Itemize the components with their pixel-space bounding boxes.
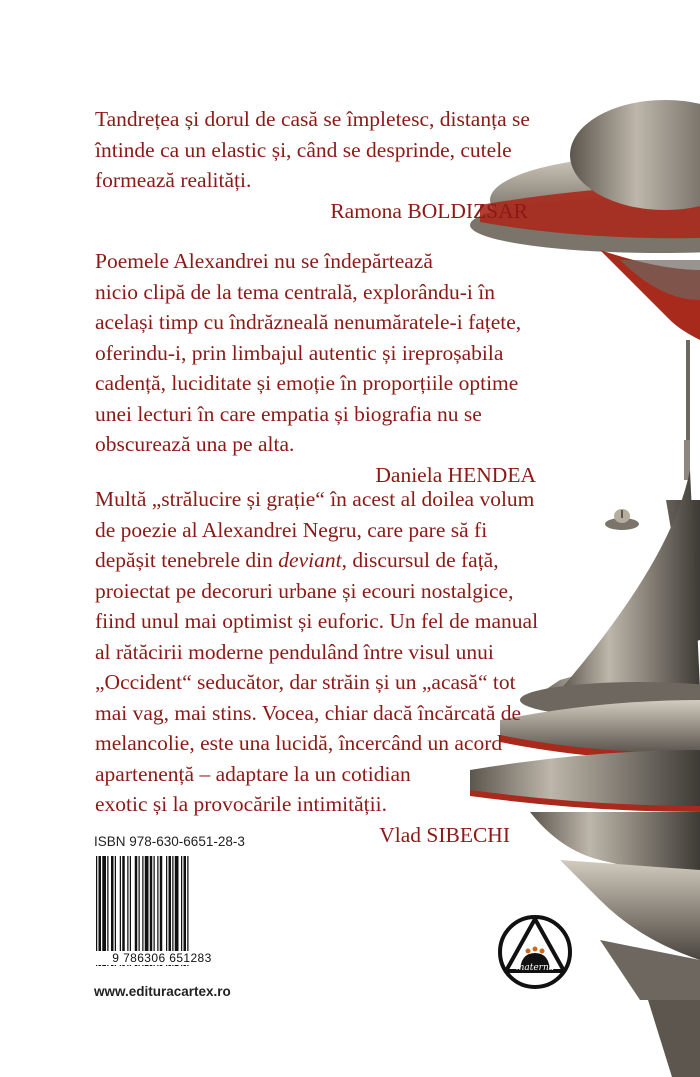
barcode-bar (115, 856, 116, 966)
quote-line: fiind unul mai optimist și euforic. Un fel de manual (95, 609, 539, 633)
barcode-bar (166, 856, 167, 966)
quote-line: formează realități. (95, 168, 252, 192)
quote-hendea (95, 246, 565, 490)
quote-line: al rătăcirii moderne pendulând între visul unui (95, 639, 494, 664)
barcode-bar (187, 856, 188, 966)
quote-author: Ramona BOLDIZSAR (330, 198, 528, 223)
quote-line: unei lecturi în care empatia și biografia nu se (95, 401, 482, 426)
barcode-bar (130, 856, 131, 966)
quote-fragment: depășit tenebrele din (95, 548, 279, 572)
quote-author: Daniela HENDEA (375, 462, 536, 487)
quote-line: „Occident“ seducător, dar străin și un „acasă“ tot (95, 670, 516, 694)
barcode-bar (135, 856, 138, 966)
quote-line: cadență, luciditate și emoție în proporțiile optime (95, 371, 519, 395)
barcode-bar (99, 856, 102, 966)
quote-line: Poemele Alexandrei nu se îndepărtează (95, 249, 433, 273)
quote-line: același timp cu îndrăzneală nenumăratele-i fațete, (95, 310, 522, 334)
quote-line (95, 545, 555, 576)
barcode-bar (160, 856, 163, 966)
quote-line: nicio clipă de la tema centrală, explorându-i în (95, 279, 495, 304)
barcode-bar (102, 856, 106, 966)
isbn-text: ISBN 978-630-6651-28-3 (94, 834, 245, 849)
quote-line: apartenență – adaptare la un cotidian (95, 761, 411, 786)
publisher-website: www.edituracartex.ro (94, 984, 231, 999)
barcode-bar (111, 856, 114, 966)
quote-line: întinde ca un elastic și, când se desprinde, cutele (95, 137, 512, 162)
barcode-bar (107, 856, 108, 966)
barcode-bar (139, 856, 140, 966)
barcode-bar (120, 856, 121, 966)
small-saucer-shape (605, 509, 639, 530)
quote-line: exotic și la provocările intimității. (95, 792, 387, 816)
barcode-digits: 9 786306 651283 (94, 951, 230, 965)
barcode-bar (169, 856, 172, 966)
barcode-bar (127, 856, 128, 966)
quote-author: Vlad SIBECHI (379, 822, 510, 847)
quote-line: melancolie, este una lucidă, încercând un acord (95, 731, 503, 755)
quote-line: Tandrețea și dorul de casă se împletesc, distanța se (95, 107, 530, 131)
barcode-bar (150, 856, 153, 966)
barcode-bar (172, 856, 173, 966)
quote-sibechi (95, 484, 555, 850)
mountain-logo-icon (496, 913, 574, 991)
barcode-bar (122, 856, 125, 966)
quote-boldizsar (95, 104, 545, 226)
barcode-bar (157, 856, 158, 966)
barcode-bar (96, 856, 97, 966)
quote-line: oferindu-i, prin limbajul autentic și ireproșabila (95, 340, 504, 365)
quote-line: proiectat pe decoruri urbane și ecouri nostalgice, (95, 578, 514, 603)
quote-line: de poezie al Alexandrei Negru, care pare să fi (95, 517, 488, 542)
quote-fragment: , discursul de față, (341, 548, 499, 572)
quote-title-italic: deviant (278, 548, 342, 572)
barcode-bar (184, 856, 187, 966)
barcode (94, 856, 230, 966)
barcode-bar (175, 856, 179, 966)
barcode-bar (145, 856, 149, 966)
quote-line: Multă „strălucire și grație“ în acest al doilea volum (95, 487, 535, 511)
logo-text: materna (515, 963, 555, 973)
barcode-bar (154, 856, 155, 966)
barcode-bar (142, 856, 143, 966)
quote-line: obscurează una pe alta. (95, 432, 295, 456)
barcode-bar (181, 856, 182, 966)
quote-line: mai vag, mai stins. Vocea, chiar dacă încărcată de (95, 700, 522, 725)
